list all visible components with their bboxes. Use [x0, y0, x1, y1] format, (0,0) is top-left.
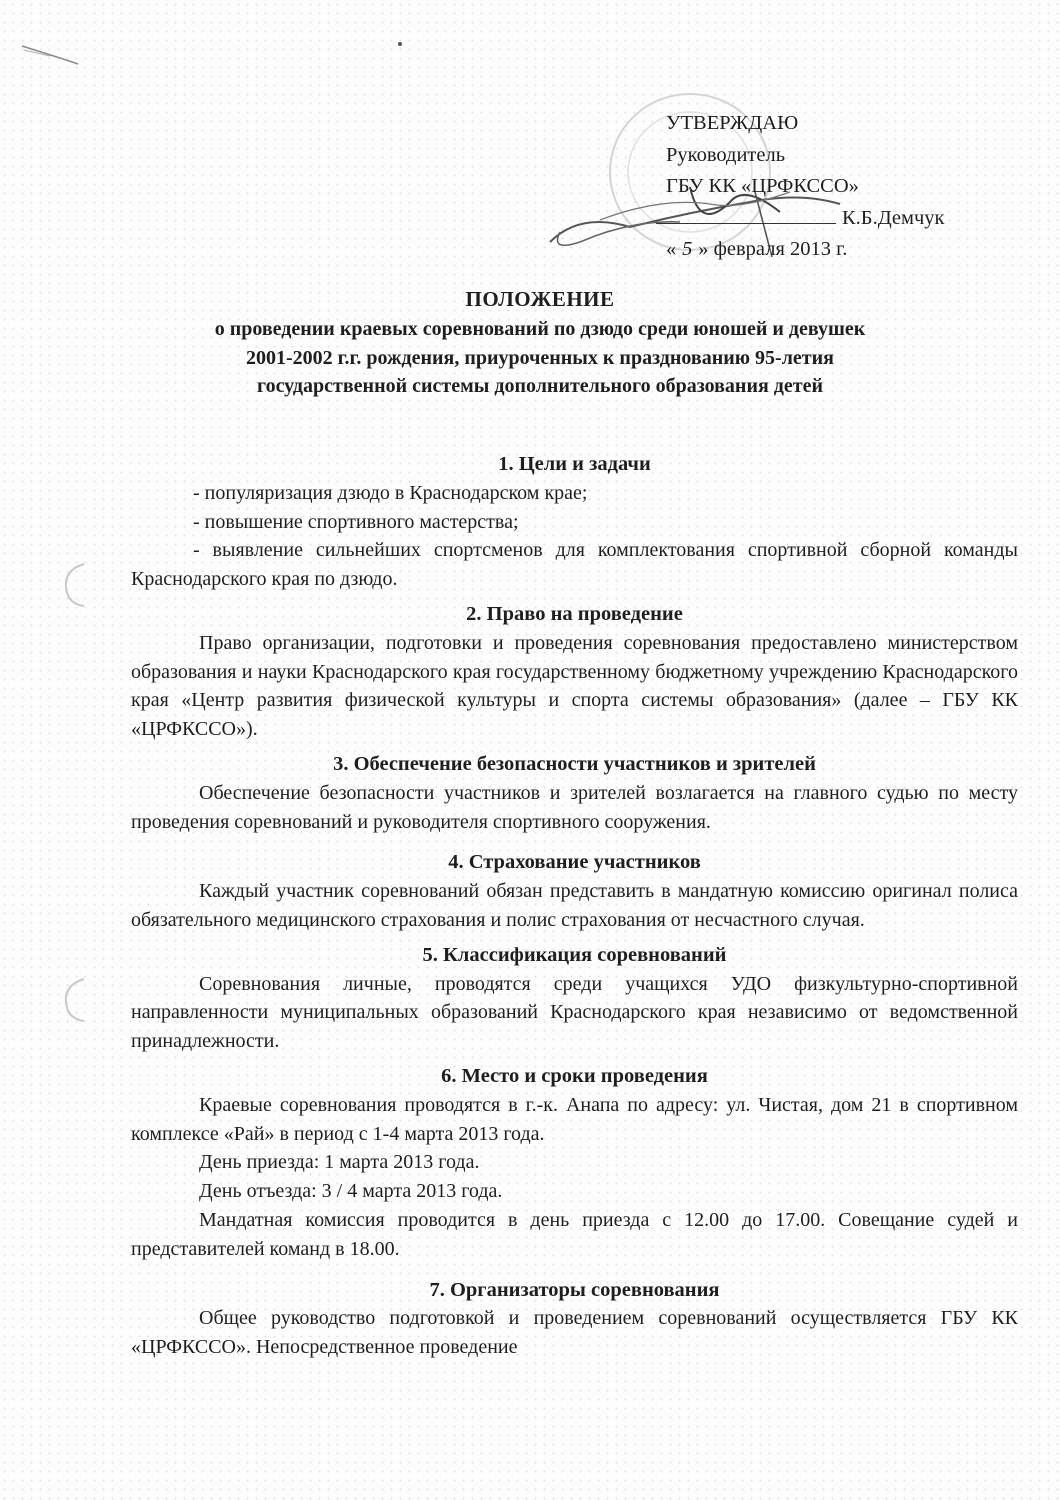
- document-subtitle-line-1: о проведении краевых соревнований по дзюдо среди юношей и девушек: [214, 318, 866, 340]
- approval-date-day: 5: [682, 238, 693, 260]
- approval-block: [666, 108, 1006, 266]
- scan-dot-mark: [396, 40, 404, 48]
- approval-date: [666, 234, 1006, 266]
- document-title-block: [100, 283, 980, 401]
- document-subtitle-line-3: государственной системы дополнительного образования детей: [256, 375, 824, 397]
- punch-hole-mark-bottom: [58, 975, 88, 1025]
- section-2-heading: 2. Право на проведение: [466, 602, 683, 625]
- document-subtitle-line-2: 2001-2002 г.г. рождения, приуроченных к празднованию 95-летия: [246, 346, 834, 369]
- section-6-text-3: День отъезда: 3 / 4 марта 2013 года.: [199, 1180, 503, 1203]
- document-title: ПОЛОЖЕНИЕ: [465, 287, 615, 311]
- section-1-item-2: - повышение спортивного мастерства;: [193, 510, 519, 533]
- approval-date-rest: » февраля 2013 г.: [698, 238, 848, 260]
- section-3-heading: 3. Обеспечение безопасности участников и зрителей: [333, 752, 816, 775]
- section-6-text-1: Краевые соревнования проводятся в г.-к. Анапа по адресу: ул. Чистая, дом 21 в спортивном комплексе «Рай» в период с 1-4 марта 2013 года.: [131, 1093, 1018, 1145]
- section-4-heading: 4. Страхование участников: [448, 851, 701, 874]
- punch-hole-mark-top: [58, 560, 88, 610]
- section-6-heading: 6. Место и сроки проведения: [441, 1064, 708, 1087]
- document-body: [131, 450, 1018, 1362]
- section-7-heading: 7. Организаторы соревнования: [429, 1278, 720, 1301]
- section-3-text: Обеспечение безопасности участников и зрителей возлагается на главного судью по месту проведения соревнований и руководителя спортивного сооружения.: [131, 781, 1018, 833]
- approval-signer: К.Б.Демчук: [842, 206, 945, 229]
- section-4-text: Каждый участник соревнований обязан представить в мандатную комиссию оригинал полиса обязательного медицинского страхования и полис страхования от несчастного случая.: [131, 880, 1018, 931]
- approval-heading: УТВЕРЖДАЮ: [666, 112, 799, 134]
- section-7-text: Общее руководство подготовкой и проведением соревнований осуществляется ГБУ КК «ЦРФКССО». Непосредственное проведение: [131, 1307, 1018, 1359]
- date-open-quote: «: [666, 238, 677, 260]
- scan-streak-mark: [20, 40, 80, 70]
- approval-organization: ГБУ КК «ЦРФКССО»: [666, 175, 859, 197]
- section-5-text: Соревнования личные, проводятся среди учащихся УДО физкультурно-спортивной направленности муниципальных образований Краснодарского края независимо от ведомственной принадлежности.: [131, 972, 1018, 1053]
- approval-signature-row: [656, 203, 1006, 235]
- section-5-heading: 5. Классификация соревнований: [422, 943, 727, 966]
- section-6-text-2: День приезда: 1 марта 2013 года.: [199, 1151, 480, 1174]
- section-1-heading: 1. Цели и задачи: [498, 453, 651, 475]
- signature-line: [656, 223, 836, 224]
- approval-position: Руководитель: [666, 143, 786, 166]
- section-1-item-3: - выявление сильнейших спортсменов для комплектования спортивной сборной команды Краснодарского края по дзюдо.: [131, 539, 1018, 591]
- section-1-item-1: - популяризация дзюдо в Краснодарском крае;: [193, 481, 588, 504]
- section-2-text: Право организации, подготовки и проведения соревнования предоставлено министерством образования и науки Краснодарского края государственному бюджетному учреждению Краснодарского края «Центр развития физической культуры и спорта системы образования» (далее – ГБУ КК «ЦРФКССО»).: [131, 631, 1018, 741]
- section-6-text-4: Мандатная комиссия проводится в день приезда с 12.00 до 17.00. Совещание судей и представителей команд в 18.00.: [131, 1208, 1018, 1260]
